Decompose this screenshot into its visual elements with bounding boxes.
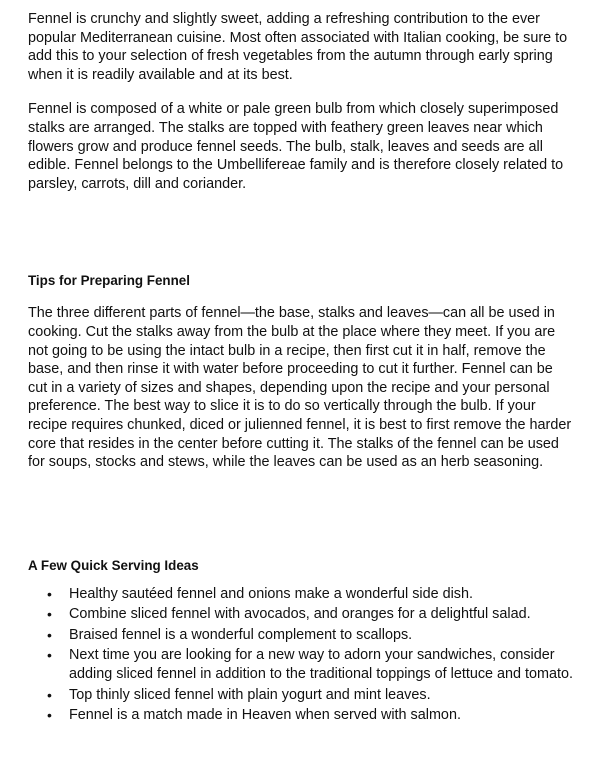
bullet-icon: •: [47, 707, 52, 724]
tips-heading: Tips for Preparing Fennel: [28, 273, 190, 289]
bullet-icon: •: [47, 626, 52, 643]
list-item: [28, 605, 574, 624]
tips-paragraph: The three different parts of fennel—the base, stalks and leaves—can all be used in cooking. Cut the stalks away from the bulb at the place where they meet. If you are not going to be using the intact bulb in a recipe, then first cut it in half, remove the base, and then rinse it with water before proceeding to cut it further. Fennel can be cut in a variety of sizes and shapes, depending upon the recipe and your personal preference. The best way to slice it is to do so vertically through the bulb. If your recipe requires chunked, diced or julienned fennel, it is best to first remove the harder core that resides in the center before cutting it. The stalks of the fennel can be used for soups, stocks and stews, while the leaves can be used as an herb seasoning.: [28, 305, 572, 471]
list-item: [28, 585, 574, 604]
description-paragraph: Fennel is composed of a white or pale green bulb from which closely superimposed stalks are arranged. The stalks are topped with feathery green leaves near which flowers grow and produce fennel seeds. The bulb, stalk, leaves and seeds are all edible. Fennel belongs to the Umbellifereae family and is therefore closely related to parsley, carrots, dill and coriander.: [28, 101, 564, 192]
document-page: [28, 10, 574, 727]
serving-ideas-list: [28, 585, 574, 725]
intro-paragraph: Fennel is crunchy and slightly sweet, adding a refreshing contribution to the ever popular Mediterranean cuisine. Most often associated with Italian cooking, be sure to add this to your selection of fresh vegetables from the autumn through early spring when it is readily available and at its best.: [28, 11, 568, 83]
list-item-text: Combine sliced fennel with avocados, and oranges for a delightful salad.: [69, 606, 531, 623]
list-item: [28, 626, 574, 645]
list-item-text: Next time you are looking for a new way to adorn your sandwiches, consider adding sliced fennel in addition to the traditional toppings of lettuce and tomato.: [69, 647, 574, 683]
list-item-text: Fennel is a match made in Heaven when served with salmon.: [69, 707, 461, 724]
bullet-icon: •: [47, 686, 52, 703]
bullet-icon: •: [47, 647, 52, 664]
ideas-heading: A Few Quick Serving Ideas: [28, 557, 199, 573]
list-item: [28, 706, 574, 725]
bullet-icon: •: [47, 606, 52, 623]
list-item-text: Healthy sautéed fennel and onions make a wonderful side dish.: [69, 585, 473, 602]
list-item: [28, 686, 574, 705]
bullet-icon: •: [47, 585, 52, 602]
list-item: [28, 646, 574, 683]
list-item-text: Braised fennel is a wonderful complement to scallops.: [69, 626, 413, 643]
list-item-text: Top thinly sliced fennel with plain yogurt and mint leaves.: [69, 686, 431, 703]
